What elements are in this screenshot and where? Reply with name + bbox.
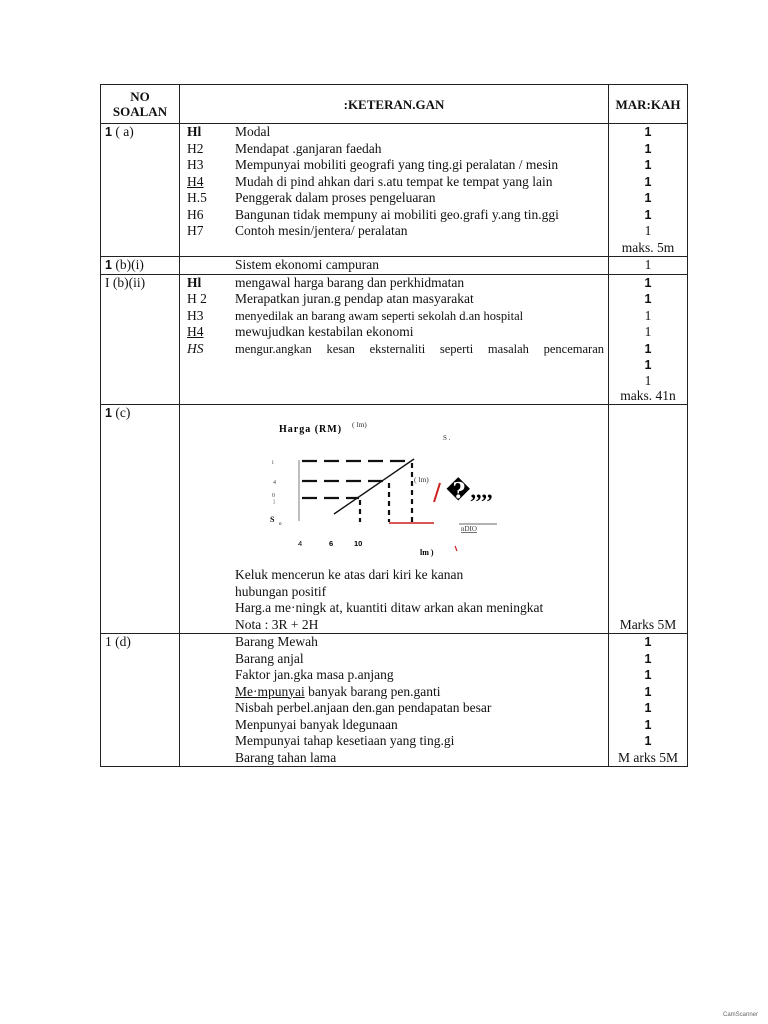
- curve-label: S: [270, 515, 275, 524]
- marks-total: maks. 5m: [621, 239, 675, 255]
- list-item: Hl Modal: [187, 124, 271, 139]
- question-number: 1 (d): [101, 634, 180, 767]
- header-row: [101, 85, 688, 124]
- list-item: Nisbah perbel.anjaan den.gan pendapatan besar: [235, 700, 492, 715]
- graph-top-right-label: S .: [443, 434, 451, 442]
- list-item: H4 mewujudkan kestabilan ekonomi: [187, 324, 414, 339]
- header-markah: MAR:KAH: [609, 85, 688, 124]
- explanation-cell: [180, 634, 609, 767]
- explanation-cell: Sistem ekonomi campuran: [180, 257, 609, 275]
- question-number: 1 (b)(i): [101, 257, 180, 275]
- marks-total: maks. 41n: [620, 387, 676, 403]
- list-item: Keluk mencerun ke atas dari kiri ke kanan: [235, 567, 464, 582]
- list-item: Hl mengawal harga barang dan perkhidmatan: [187, 274, 465, 290]
- list-item: Menpunyai banyak ldegunaan: [235, 716, 398, 732]
- scanner-watermark: CamScanner: [722, 1012, 758, 1018]
- supply-graph: [184, 405, 604, 567]
- list-item: Harg.a me·ningk at, kuantiti ditaw arkan akan meningkat: [235, 600, 544, 615]
- row-1bi: [101, 257, 688, 275]
- graph-ytick-low: 0: [272, 493, 275, 499]
- supply-curve: [334, 459, 414, 514]
- list-item: H 2 Merapatkan juran.g pendap atan masyarakat: [187, 291, 474, 306]
- marks-total: M arks 5M: [618, 749, 678, 765]
- marks-cell: 1 1 1 1 1 1 1 maks. 5m: [609, 124, 688, 257]
- list-item: H.5 Penggerak dalam proses pengeluaran: [187, 190, 436, 205]
- graph-scribble: �,,,,: [446, 478, 493, 503]
- supply-curve-sketch: [184, 405, 604, 567]
- list-item: H4 Mudah di pind ahkan dari s.atu tempat ke tempat yang lain: [187, 173, 553, 189]
- graph-xtick: 4: [298, 539, 303, 548]
- list-item: H2 Mendapat .ganjaran faedah: [187, 140, 382, 156]
- header-no: NO SOALAN: [101, 85, 180, 124]
- list-item: Faktor jan.gka masa p.anjang: [235, 667, 394, 682]
- list-item: Me·mpunyai banyak barang pen.ganti: [235, 683, 441, 699]
- list-item: H3 Mempunyai mobiliti geografi yang ting.gi peralatan / mesin: [187, 157, 559, 172]
- graph-xtick: 10: [354, 539, 363, 548]
- list-item: H7 Contoh mesin/jentera/ peralatan: [187, 223, 408, 238]
- row-1a: [101, 124, 688, 257]
- question-number: 1 (c): [101, 405, 180, 634]
- explanation-cell: [180, 405, 609, 634]
- marks-cell: [609, 405, 688, 634]
- curve-sub: o: [279, 522, 282, 527]
- marks-cell: 1 1 1 1 1 1 1 maks. 41n: [609, 274, 688, 405]
- list-item: H6 Bangunan tidak mempuny ai mobiliti geo.grafi y.ang tin.ggi: [187, 206, 559, 222]
- graph-note-top: ( lm): [352, 420, 367, 429]
- graph-note-side: ( lm): [414, 475, 429, 484]
- marks-cell: 1: [609, 257, 688, 275]
- marking-scheme-table: [100, 84, 688, 767]
- row-1d: [101, 634, 688, 767]
- marks-total: Marks 5M: [619, 616, 677, 632]
- question-number: 1 ( a): [101, 124, 180, 257]
- explanation-cell: [180, 274, 609, 405]
- marks-cell: 1 1 1 1 1 1 1 M arks 5M: [609, 634, 688, 767]
- question-number: I (b)(ii): [101, 274, 180, 405]
- red-annotation-stroke: [434, 483, 440, 502]
- explanation-cell: [180, 124, 609, 257]
- graph-xtick: 6: [329, 539, 334, 548]
- list-item: Barang Mewah: [235, 634, 318, 649]
- graph-ytick-low2: ]: [273, 500, 275, 505]
- list-item: Mempunyai tahap kesetiaan yang ting.gi: [235, 733, 455, 748]
- list-item: Barang tahan lama: [235, 749, 337, 765]
- list-item: HS mengur.angkan kesan eksternaliti seperti masalah pencemaran: [187, 340, 604, 356]
- graph-ytick-mid: 4: [273, 480, 276, 486]
- header-keterangan: :KETERAN.GAN: [180, 85, 609, 124]
- graph-bottom-label: lm ): [420, 548, 434, 557]
- list-item: Barang anjal: [235, 650, 304, 666]
- row-1bii: [101, 274, 688, 405]
- graph-box-label: nDIO: [461, 525, 477, 533]
- row-1c: [101, 405, 688, 634]
- graph-ytick-top: i: [272, 460, 274, 466]
- list-item: Nota : 3R + 2H: [235, 616, 319, 632]
- graph-ylabel: Harga (RM): [279, 424, 343, 435]
- red-annotation-tick: [455, 546, 457, 551]
- list-item: hubungan positif: [235, 583, 327, 599]
- list-item: H3 menyedilak an barang awam seperti sekolah d.an hospital: [187, 307, 524, 323]
